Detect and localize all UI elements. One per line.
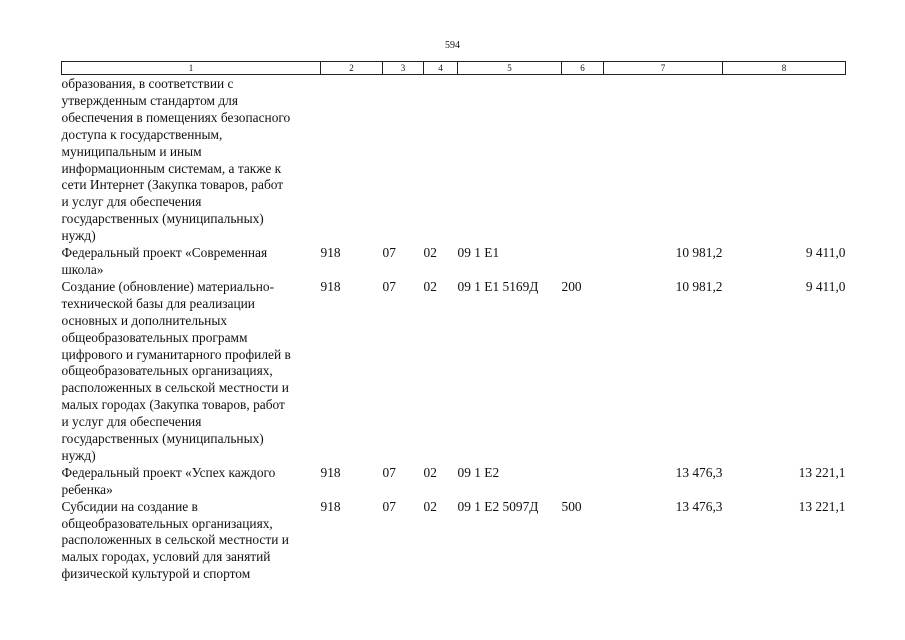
ministry-code-cell: 918 [320,464,341,480]
column-header-2: 2 [321,62,383,75]
subsection-cell: 02 [423,245,437,261]
table-row [62,245,846,279]
item-name-line: доступа к государственным, [61,126,223,142]
table-row [62,465,846,499]
subsection-cell: 02 [423,464,437,480]
item-name-line: общеобразовательных программ [61,329,248,345]
amount-year-1-cell: 13 476,3 [675,464,723,480]
item-name-line: обеспечения в помещениях безопасного [61,109,291,125]
item-name-line: сети Интернет (Закупка товаров, работ [61,177,284,193]
page-number: 594 [445,40,460,51]
item-name-line: образования, в соответствии с [61,76,234,91]
section-cell: 07 [382,278,396,294]
item-name-line: малых городах, условий для занятий [61,549,271,565]
column-header-7: 7 [604,62,723,75]
section-cell [383,75,424,246]
item-name-cell [62,75,321,246]
target-article-cell: 09 1 E1 [457,245,500,261]
amount-year-1-cell: 13 476,3 [675,498,723,514]
column-number-header-row [62,62,846,75]
ministry-code-cell: 918 [320,498,341,514]
ministry-code-cell: 918 [320,278,341,294]
section-cell: 07 [382,245,396,261]
target-article-cell: 09 1 E1 5169Д [457,278,539,294]
item-name-line: информационным системам, а также к [61,160,282,176]
item-name-line: ребенка» [61,481,113,497]
budget-table [61,61,846,583]
amount-year-1-cell: 10 981,2 [675,278,723,294]
amount-year-2-cell [723,75,846,246]
table-body [62,75,846,584]
amount-year-2-cell: 9 411,0 [805,278,846,294]
subsection-cell [424,75,458,246]
item-name-cell [62,499,321,584]
column-header-3: 3 [383,62,424,75]
item-name-line: Субсидии на создание в [61,498,198,514]
amount-year-2-cell: 13 221,1 [798,464,846,480]
ministry-code-cell: 918 [320,245,341,261]
subsection-cell: 02 [423,278,437,294]
expense-type-cell: 200 [561,278,582,294]
item-name-line: технической базы для реализации [61,295,255,311]
item-name-line: физической культурой и спортом [61,566,251,582]
target-article-cell: 09 1 E2 [457,464,500,480]
item-name-line: расположенных в сельской местности и [61,532,289,548]
table-row [62,279,846,465]
item-name-line: государственных (муниципальных) [61,211,264,227]
column-header-1: 1 [62,62,321,75]
expense-type-cell: 500 [561,498,582,514]
amount-year-2-cell: 13 221,1 [798,498,846,514]
item-name-line: и услуг для обеспечения [61,414,202,430]
item-name-line: малых городах (Закупка товаров, работ [61,397,285,413]
amount-year-2-cell: 9 411,0 [805,245,846,261]
column-header-4: 4 [424,62,458,75]
item-name-line: общеобразовательных организациях, [61,515,273,531]
expense-type-cell [562,245,604,279]
column-header-5: 5 [458,62,562,75]
item-name-line: Федеральный проект «Успех каждого [61,464,276,480]
section-cell: 07 [382,498,396,514]
item-name-cell [62,245,321,279]
column-header-8: 8 [723,62,846,75]
item-name-line: цифрового и гуманитарного профилей в [61,346,291,362]
expense-type-cell [562,75,604,246]
amount-year-1-cell [604,75,723,246]
ministry-code-cell [321,75,383,246]
column-header-6: 6 [562,62,604,75]
table-row [62,499,846,584]
item-name-line: Федеральный проект «Современная [61,245,268,261]
subsection-cell: 02 [423,498,437,514]
item-name-line: и услуг для обеспечения [61,194,202,210]
item-name-line: Создание (обновление) материально- [61,278,275,294]
item-name-line: расположенных в сельской местности и [61,380,289,396]
item-name-cell [62,465,321,499]
item-name-line: школа» [61,261,104,277]
item-name-line: нужд) [61,228,96,244]
section-cell: 07 [382,464,396,480]
item-name-cell [62,279,321,465]
item-name-line: утвержденным стандартом для [61,92,239,108]
target-article-cell [458,75,562,246]
target-article-cell: 09 1 E2 5097Д [457,498,539,514]
table-row [62,75,846,246]
item-name-line: муниципальным и иным [61,143,202,159]
amount-year-1-cell: 10 981,2 [675,245,723,261]
item-name-line: нужд) [61,447,96,463]
item-name-line: государственных (муниципальных) [61,431,264,447]
item-name-line: основных и дополнительных [61,312,228,328]
expense-type-cell [562,465,604,499]
item-name-line: общеобразовательных организациях, [61,363,273,379]
